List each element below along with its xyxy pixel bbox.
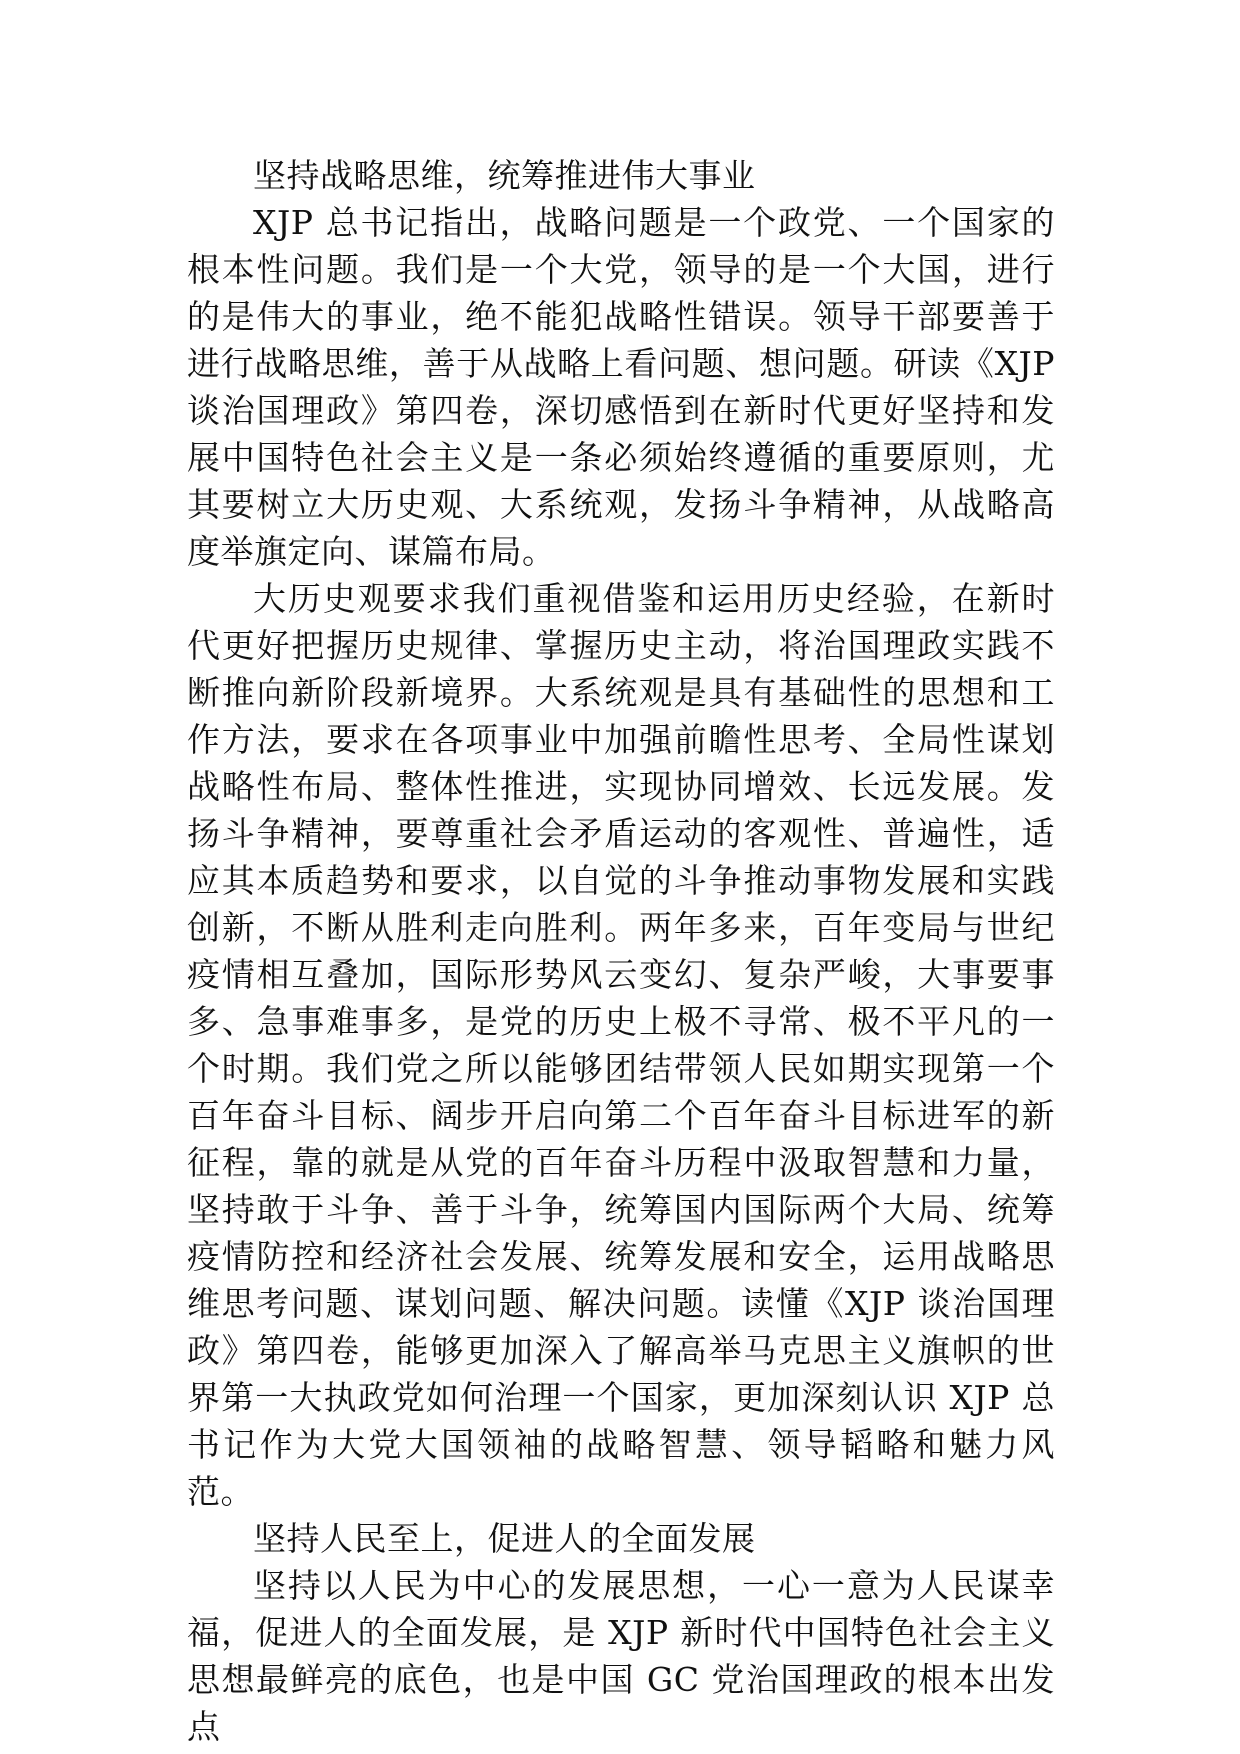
section-heading-strategic-thinking: 坚持战略思维，统筹推进伟大事业 — [253, 156, 756, 195]
body-paragraph: 大历史观要求我们重视借鉴和运用历史经验，在新时代更好把握历史规律、掌握历史主动，将治国理政实践不断推向新阶段新境界。大系统观是具有基础性的思想和工作方法，要求在各项事业中加强前瞻性思考、全局性谋划战略性布局、整体性推进，实现协同增效、长远发展。发扬斗争精神，要尊重社会矛盾运动的客观性、普遍性，适应其本质趋势和要求，以自觉的斗争推动事物发展和实践创新，不断从胜利走向胜利。两年多来，百年变局与世纪疫情相互叠加，国际形势风云变幻、复杂严峻，大事要事多、急事难事多，是党的历史上极不寻常、极不平凡的一个时期。我们党之所以能够团结带领人民如期实现第一个百年奋斗目标、阔步开启向第二个百年奋斗目标进军的新征程，靠的就是从党的百年奋斗历程中汲取智慧和力量，坚持敢于斗争、善于斗争，统筹国内国际两个大局、统筹疫情防控和经济社会发展、统筹发展和安全，运用战略思维思考问题、谋划问题、解决问题。读懂《XJP 谈治国理政》第四卷，能够更加深入了解高举马克思主义旗帜的世界第一大执政党如何治理一个国家，更加深刻认识 XJP 总书记作为大党大国领袖的战略智慧、领导韬略和魅力风范。 — [187, 579, 1055, 1511]
document-body — [187, 152, 1055, 1750]
body-paragraph: 坚持以人民为中心的发展思想，一心一意为人民谋幸福，促进人的全面发展，是 XJP 新时代中国特色社会主义思想最鲜亮的底色，也是中国 GC 党治国理政的根本出发点 — [187, 1566, 1055, 1746]
body-paragraph: XJP 总书记指出，战略问题是一个政党、一个国家的根本性问题。我们是一个大党，领导的是一个大国，进行的是伟大的事业，绝不能犯战略性错误。领导干部要善于进行战略思维，善于从战略上看问题、想问题。研读《XJP 谈治国理政》第四卷，深切感悟到在新时代更好坚持和发展中国特色社会主义是一条必须始终遵循的重要原则，尤其要树立大历史观、大系统观，发扬斗争精神，从战略高度举旗定向、谋篇布局。 — [187, 203, 1055, 571]
section-heading-people-first: 坚持人民至上，促进人的全面发展 — [253, 1519, 756, 1558]
